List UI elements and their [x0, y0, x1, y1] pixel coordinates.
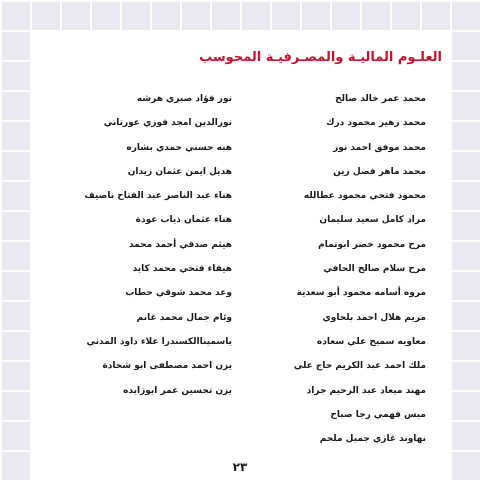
list-item: هبه حسني حمدي بشاره — [126, 142, 232, 153]
list-item: محمد موفق احمد نور — [333, 142, 426, 153]
list-item: مراد كامل سعيد سليمان — [319, 215, 426, 226]
list-item: محمود فتحي محمود عطالله — [303, 191, 426, 202]
list-item: نهاوند غازي جميل ملحم — [319, 434, 426, 445]
list-item: هناء عبد الناصر عبد الفتاح ناصيف — [84, 191, 232, 202]
list-item: نور فؤاد صبري هرشه — [136, 94, 232, 104]
list-item: مروه أسامه محمود أبو سعدية — [296, 288, 426, 299]
list-item: مهند ميعاد عبد الرحيم جراد — [306, 385, 426, 396]
document-page — [30, 30, 450, 480]
list-item: يزن احمد مصطفى ابو شحادة — [102, 361, 232, 372]
list-item: مريم هلال احمد بلحاوي — [322, 312, 426, 323]
list-item: هيثم صدقي أحمد محمد — [128, 239, 232, 250]
names-list-right — [251, 92, 426, 456]
list-item: هديل ايمن عثمان زيدان — [127, 166, 232, 177]
list-item: محمد زهير محمود درك — [326, 118, 426, 129]
list-item: ياسميناالكسندرا علاء داود المدني — [86, 336, 232, 347]
list-item: معاويه سميح علي سعاده — [316, 336, 426, 347]
names-list-left — [42, 92, 232, 408]
list-item: مرح محمود خضر ابوتمام — [318, 239, 426, 250]
list-item: ملك احمد عبد الكريم حاج علي — [293, 361, 426, 372]
list-item: يزن تحسين عمر ابوزايده — [123, 385, 232, 396]
page-number: ٢٣ — [232, 460, 248, 474]
list-item: هناء عثمان ذياب عودة — [135, 215, 232, 226]
list-item: وئام جمال محمد غانم — [136, 312, 232, 323]
list-item: مرح سلام صالح الحافي — [323, 264, 426, 275]
list-item: نورالدين امجد فوزي عورتاني — [103, 118, 232, 129]
list-item: ميس فهمي رجا صباح — [330, 409, 426, 420]
section-heading: العلـوم الماليـة والمصـرفيـة المحوسب — [199, 50, 442, 65]
list-item: محمد عمر خالد صالح — [335, 94, 426, 104]
list-item: هيفاء فتحي محمد كايد — [132, 264, 232, 275]
list-item: وعد محمد شوقي حطاب — [125, 288, 232, 299]
list-item: محمد ماهر فضل زين — [333, 166, 426, 177]
